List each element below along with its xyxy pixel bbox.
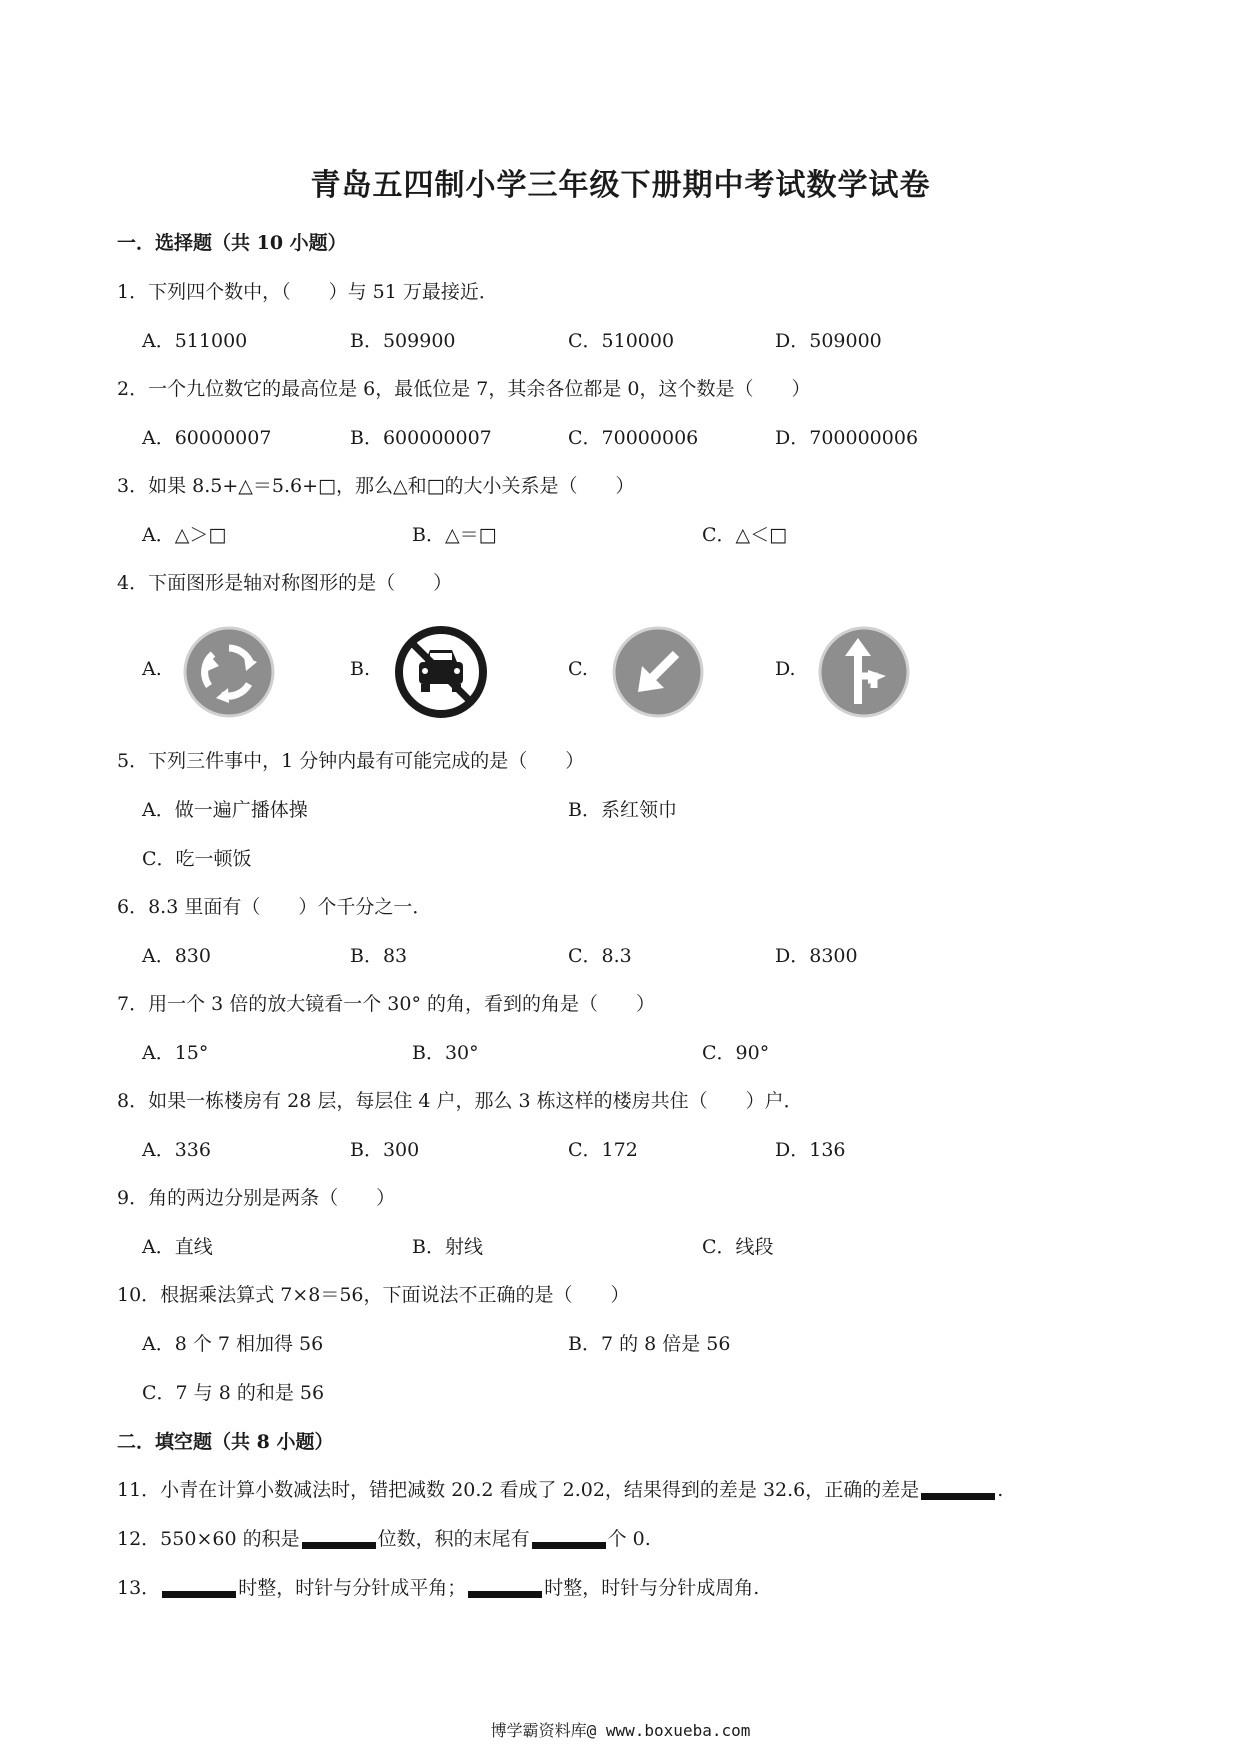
- q2-option-b: B．600000007: [350, 427, 492, 449]
- question-9: 9．角的两边分别是两条（ ）: [117, 1187, 396, 1209]
- q6-option-c: C．8.3: [568, 945, 632, 967]
- q6-option-b: B．83: [350, 945, 408, 967]
- question-4: 4．下面图形是轴对称图形的是（ ）: [117, 572, 453, 594]
- section-heading-choice: 一．选择题（共 10 小题）: [117, 232, 347, 254]
- straight-or-right-arrow-sign-icon: [818, 626, 910, 718]
- q5-option-c: C．吃一顿饭: [142, 848, 252, 870]
- q11-end: .: [997, 1479, 1004, 1501]
- q4-option-c-label: C.: [568, 658, 588, 680]
- q1-option-d: D．509000: [775, 330, 882, 352]
- q10-option-b: B．7 的 8 倍是 56: [568, 1333, 731, 1355]
- q1-option-b: B．509900: [350, 330, 456, 352]
- question-11: [117, 1475, 1003, 1502]
- q10-option-a: A．8 个 7 相加得 56: [142, 1333, 324, 1355]
- q2-option-c: C．70000006: [568, 427, 699, 449]
- q11-text: 11．小青在计算小数减法时，错把减数 20.2 看成了 2.02，结果得到的差是 32.6，正确的差是: [117, 1479, 920, 1501]
- q9-option-a: A．直线: [142, 1236, 213, 1258]
- q13-text-a: 13．: [117, 1577, 161, 1599]
- answer-blank: [162, 1591, 236, 1598]
- q7-option-c: C．90°: [702, 1042, 770, 1064]
- q9-option-c: C．线段: [702, 1236, 774, 1258]
- q3-option-a: A．△＞□: [142, 524, 227, 546]
- q13-text-b: 时整，时针与分针成平角；: [238, 1577, 467, 1599]
- q6-option-a: A．830: [142, 945, 211, 967]
- footer-watermark: 博学霸资料库@ www.boxueba.com: [490, 1721, 751, 1740]
- q10-option-c: C．7 与 8 的和是 56: [142, 1382, 325, 1404]
- q12-text-b: 位数，积的末尾有: [377, 1528, 530, 1550]
- q7-option-b: B．30°: [412, 1042, 479, 1064]
- down-left-arrow-sign-icon: [612, 626, 704, 718]
- traffic-sign-options: [0, 626, 1241, 726]
- question-6: 6．8.3 里面有（ ）个千分之一．: [117, 896, 432, 918]
- q9-option-b: B．射线: [412, 1236, 483, 1258]
- q3-option-c: C．△＜□: [702, 524, 788, 546]
- question-13: [117, 1573, 759, 1600]
- question-5: 5．下列三件事中，1 分钟内最有可能完成的是（ ）: [117, 750, 585, 772]
- q4-option-b-label: B.: [350, 658, 371, 680]
- q4-option-d-label: D.: [775, 658, 796, 680]
- roundabout-sign-icon: [183, 626, 275, 718]
- q13-text-c: 时整，时针与分针成周角.: [544, 1577, 760, 1599]
- q1-option-a: A．511000: [142, 330, 248, 352]
- no-cars-sign-icon: [392, 626, 490, 718]
- question-7: 7．用一个 3 倍的放大镜看一个 30° 的角，看到的角是（ ）: [117, 993, 656, 1015]
- question-2: 2．一个九位数它的最高位是 6，最低位是 7，其余各位都是 0，这个数是（ ）: [117, 378, 811, 400]
- question-10: 10．根据乘法算式 7×8＝56，下面说法不正确的是（ ）: [117, 1284, 630, 1306]
- q12-text-c: 个 0.: [607, 1528, 651, 1550]
- q6-option-d: D．8300: [775, 945, 858, 967]
- q8-option-c: C．172: [568, 1139, 638, 1161]
- q8-option-b: B．300: [350, 1139, 420, 1161]
- question-12: [117, 1524, 651, 1551]
- q1-option-c: C．510000: [568, 330, 675, 352]
- answer-blank: [302, 1542, 376, 1549]
- answer-blank: [468, 1591, 542, 1598]
- question-1: 1．下列四个数中，（ ）与 51 万最接近．: [117, 281, 498, 303]
- page-title: 青岛五四制小学三年级下册期中考试数学试卷: [310, 168, 931, 203]
- q5-option-a: A．做一遍广播体操: [142, 799, 308, 821]
- q8-option-d: D．136: [775, 1139, 846, 1161]
- q7-option-a: A．15°: [142, 1042, 209, 1064]
- q8-option-a: A．336: [142, 1139, 211, 1161]
- section-heading-fill: 二．填空题（共 8 小题）: [117, 1431, 334, 1453]
- answer-blank: [532, 1542, 606, 1549]
- q2-option-d: D．700000006: [775, 427, 919, 449]
- question-8: 8．如果一栋楼房有 28 层，每层住 4 户，那么 3 栋这样的楼房共住（ ）户．: [117, 1090, 803, 1112]
- q3-option-b: B．△＝□: [412, 524, 497, 546]
- question-3: 3．如果 8.5+△＝5.6+□，那么△和□的大小关系是（ ）: [117, 475, 635, 497]
- answer-blank: [921, 1493, 995, 1500]
- q4-option-a-label: A.: [142, 658, 162, 680]
- q12-text-a: 12．550×60 的积是: [117, 1528, 300, 1550]
- q5-option-b: B．系红领巾: [568, 799, 677, 821]
- q2-option-a: A．60000007: [142, 427, 272, 449]
